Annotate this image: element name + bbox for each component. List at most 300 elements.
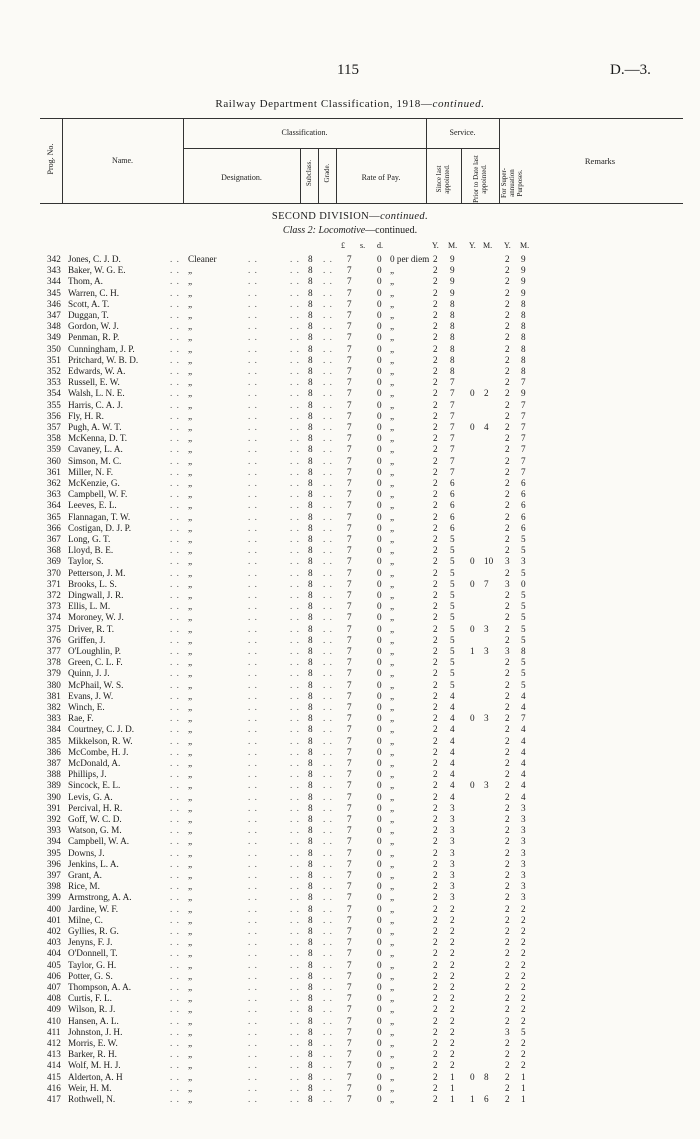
- super-months: 7: [521, 433, 526, 444]
- since-months: 6: [450, 478, 455, 488]
- rate-pence: 0: [377, 466, 382, 477]
- leader-dots: . .: [290, 1038, 300, 1048]
- row-number: 377: [47, 646, 61, 656]
- since-years: 2: [433, 724, 438, 735]
- since-years: 2: [433, 690, 438, 701]
- employee-name: Moroney, W. J.: [68, 612, 124, 623]
- row-number: 379: [47, 668, 61, 679]
- rate-shillings: 7: [347, 702, 352, 712]
- since-years: 2: [433, 444, 438, 455]
- leader-dots: . .: [248, 679, 258, 690]
- leader-dots: . .: [290, 522, 300, 533]
- super-months: 2: [521, 937, 526, 948]
- table-row: [0, 758, 700, 769]
- since-years: 2: [433, 276, 438, 287]
- leader-dots: . .: [170, 489, 180, 500]
- row-number: 392: [47, 814, 61, 824]
- rate-period: „: [390, 679, 395, 690]
- col-divider: [461, 148, 462, 203]
- subclass: 8: [308, 724, 313, 735]
- rate-period: „: [390, 802, 395, 813]
- leader-dots: . .: [290, 265, 300, 276]
- employee-name: Sincock, E. L.: [68, 780, 121, 791]
- row-number: 411: [47, 1026, 61, 1037]
- table-row: [0, 937, 700, 948]
- subclass: 8: [308, 993, 313, 1004]
- leader-dots: . .: [290, 1071, 300, 1082]
- table-row: [0, 892, 700, 903]
- rate-period: „: [390, 993, 395, 1004]
- unit-shilling: s.: [360, 241, 366, 250]
- rate-shillings: 7: [347, 1026, 352, 1037]
- since-months: 5: [450, 590, 455, 600]
- employee-name: Fly, H. R.: [68, 410, 104, 421]
- super-years: 2: [505, 265, 510, 276]
- subclass: 8: [308, 959, 313, 970]
- rate-shillings: 7: [347, 668, 352, 679]
- rate-pence: 0: [377, 298, 382, 309]
- since-months: 2: [450, 948, 455, 959]
- designation: „: [188, 366, 193, 376]
- leader-dots: . .: [323, 422, 333, 432]
- rate-pence: 0: [377, 1026, 382, 1037]
- super-years: 2: [505, 567, 510, 578]
- row-number: 381: [47, 690, 61, 701]
- since-years: 2: [433, 1082, 438, 1093]
- leader-dots: . .: [323, 634, 333, 645]
- designation: „: [188, 578, 193, 589]
- rate-shillings: 7: [347, 881, 352, 892]
- leader-dots: . .: [323, 702, 333, 712]
- super-years: 2: [505, 791, 510, 802]
- subclass: 8: [308, 287, 313, 298]
- table-row: [0, 657, 700, 668]
- super-years: 2: [505, 780, 510, 791]
- leader-dots: . .: [323, 489, 333, 500]
- super-months: 9: [521, 287, 526, 298]
- leader-dots: . .: [170, 926, 180, 936]
- designation: „: [188, 690, 193, 701]
- since-years: 2: [433, 500, 438, 511]
- since-months: 3: [450, 802, 455, 813]
- rate-pence: 0: [377, 1015, 382, 1026]
- super-years: 2: [505, 534, 510, 544]
- since-months: 3: [450, 870, 455, 880]
- since-years: 2: [433, 601, 438, 612]
- rate-period: „: [390, 343, 395, 354]
- super-months: 2: [521, 1049, 526, 1060]
- row-number: 356: [47, 410, 61, 421]
- since-years: 2: [433, 836, 438, 847]
- rate-pence: 0: [377, 377, 382, 388]
- since-months: 4: [450, 791, 455, 802]
- employee-name: Jones, C. J. D.: [68, 254, 121, 264]
- title-continued: continued.: [432, 98, 485, 110]
- table-row: [0, 848, 700, 859]
- subclass: 8: [308, 825, 313, 836]
- since-years: 2: [433, 646, 438, 656]
- subclass: 8: [308, 511, 313, 522]
- since-years: 2: [433, 578, 438, 589]
- leader-dots: . .: [290, 310, 300, 320]
- row-number: 359: [47, 444, 61, 455]
- rate-period: „: [390, 769, 395, 780]
- super-months: 4: [521, 724, 526, 735]
- designation: „: [188, 780, 193, 791]
- rate-pence: 0: [377, 534, 382, 544]
- since-months: 3: [450, 881, 455, 892]
- subclass: 8: [308, 422, 313, 432]
- super-years: 2: [505, 287, 510, 298]
- employee-name: Phillips, J.: [68, 769, 107, 780]
- leader-dots: . .: [290, 758, 300, 768]
- designation: „: [188, 265, 193, 276]
- employee-name: Lloyd, B. E.: [68, 545, 114, 556]
- since-months: 7: [450, 444, 455, 455]
- super-months: 5: [521, 545, 526, 556]
- leader-dots: . .: [323, 1038, 333, 1048]
- leader-dots: . .: [248, 578, 258, 589]
- subclass: 8: [308, 780, 313, 791]
- since-months: 9: [450, 254, 455, 264]
- header-name: Name.: [111, 156, 134, 165]
- rate-period: „: [390, 511, 395, 522]
- super-months: 3: [521, 814, 526, 824]
- designation: „: [188, 410, 193, 421]
- leader-dots: . .: [170, 847, 180, 858]
- leader-dots: . .: [170, 578, 180, 589]
- row-number: 362: [47, 478, 61, 488]
- employee-name: Courtney, C. J. D.: [68, 724, 135, 735]
- designation: „: [188, 847, 193, 858]
- super-months: 4: [521, 746, 526, 757]
- since-months: 7: [450, 377, 455, 388]
- subclass: 8: [308, 1049, 313, 1060]
- rate-pence: 0: [377, 321, 382, 332]
- super-years: 2: [505, 679, 510, 690]
- rate-shillings: 7: [347, 410, 352, 421]
- rate-period: „: [390, 948, 395, 959]
- rate-shillings: 7: [347, 657, 352, 668]
- designation: „: [188, 433, 193, 444]
- leader-dots: . .: [248, 982, 258, 992]
- since-years: 2: [433, 892, 438, 903]
- table-row: [0, 355, 700, 366]
- subclass: 8: [308, 276, 313, 287]
- super-months: 7: [521, 410, 526, 421]
- row-number: 385: [47, 735, 61, 746]
- table-row: [0, 1060, 700, 1071]
- row-number: 349: [47, 332, 61, 343]
- leader-dots: . .: [323, 791, 333, 802]
- leader-dots: . .: [170, 993, 180, 1004]
- rate-shillings: 7: [347, 959, 352, 970]
- table-row: [0, 1038, 700, 1049]
- table-row: [0, 780, 700, 791]
- rate-shillings: 7: [347, 601, 352, 612]
- rate-shillings: 7: [347, 433, 352, 444]
- super-months: 4: [521, 791, 526, 802]
- super-months: 5: [521, 668, 526, 679]
- employee-name: Campbell, W. A.: [68, 836, 129, 847]
- super-months: 7: [521, 455, 526, 466]
- super-years: 2: [505, 254, 510, 264]
- since-years: 2: [433, 612, 438, 623]
- leader-dots: . .: [248, 735, 258, 746]
- subclass: 8: [308, 578, 313, 589]
- leader-dots: . .: [170, 1049, 180, 1060]
- row-number: 347: [47, 310, 61, 320]
- employee-name: Green, C. L. F.: [68, 657, 123, 668]
- super-years: 2: [505, 758, 510, 768]
- leader-dots: . .: [248, 780, 258, 791]
- since-months: 2: [450, 982, 455, 992]
- since-years: 2: [433, 455, 438, 466]
- rate-pence: 0: [377, 825, 382, 836]
- since-months: 7: [450, 455, 455, 466]
- super-months: 4: [521, 758, 526, 768]
- since-years: 2: [433, 746, 438, 757]
- employee-name: Harris, C. A. J.: [68, 399, 123, 410]
- rate-shillings: 7: [347, 780, 352, 791]
- leader-dots: . .: [248, 478, 258, 488]
- rate-period: „: [390, 690, 395, 701]
- rate-pence: 0: [377, 276, 382, 287]
- leader-dots: . .: [290, 388, 300, 399]
- rate-shillings: 7: [347, 1038, 352, 1048]
- rate-period: „: [390, 276, 395, 287]
- row-number: 368: [47, 545, 61, 556]
- rate-pence: 0: [377, 634, 382, 645]
- leader-dots: . .: [323, 970, 333, 981]
- employee-name: Scott, A. T.: [68, 298, 110, 309]
- since-months: 4: [450, 724, 455, 735]
- super-years: 2: [505, 1004, 510, 1015]
- subclass: 8: [308, 1094, 313, 1104]
- leader-dots: . .: [323, 668, 333, 679]
- row-number: 393: [47, 825, 61, 836]
- rate-pence: 0: [377, 287, 382, 298]
- since-months: 7: [450, 399, 455, 410]
- leader-dots: . .: [323, 254, 333, 264]
- rate-period: „: [390, 1004, 395, 1015]
- rate-period: „: [390, 1015, 395, 1026]
- designation: „: [188, 1015, 193, 1026]
- rate-pence: 0: [377, 433, 382, 444]
- designation: „: [188, 825, 193, 836]
- designation: „: [188, 511, 193, 522]
- row-number: 371: [47, 578, 61, 589]
- prior-years: 0: [470, 556, 475, 567]
- since-months: 4: [450, 769, 455, 780]
- rate-shillings: 7: [347, 388, 352, 399]
- leader-dots: . .: [323, 724, 333, 735]
- leader-dots: . .: [248, 1015, 258, 1026]
- subclass: 8: [308, 489, 313, 500]
- since-years: 2: [433, 321, 438, 332]
- rate-shillings: 7: [347, 937, 352, 948]
- rate-shillings: 7: [347, 310, 352, 320]
- super-months: 3: [521, 825, 526, 836]
- leader-dots: . .: [170, 892, 180, 903]
- row-number: 364: [47, 500, 61, 511]
- since-years: 2: [433, 377, 438, 388]
- since-years: 2: [433, 534, 438, 544]
- rate-shillings: 7: [347, 444, 352, 455]
- table-row: [0, 467, 700, 478]
- employee-name: Cavaney, L. A.: [68, 444, 123, 455]
- since-months: 5: [450, 578, 455, 589]
- rate-pence: 0: [377, 545, 382, 556]
- row-number: 407: [47, 982, 61, 992]
- col-divider: [318, 148, 319, 203]
- leader-dots: . .: [323, 410, 333, 421]
- leader-dots: . .: [170, 500, 180, 511]
- leader-dots: . .: [248, 422, 258, 432]
- super-months: 5: [521, 657, 526, 668]
- subclass: 8: [308, 791, 313, 802]
- super-years: 2: [505, 937, 510, 948]
- table-row: [0, 344, 700, 355]
- super-years: 2: [505, 1071, 510, 1082]
- row-number: 373: [47, 601, 61, 612]
- super-months: 9: [521, 276, 526, 287]
- employee-name: Penman, R. P.: [68, 332, 120, 343]
- rate-shillings: 7: [347, 545, 352, 556]
- leader-dots: . .: [248, 287, 258, 298]
- row-number: 382: [47, 702, 61, 712]
- designation: „: [188, 343, 193, 354]
- subclass: 8: [308, 612, 313, 623]
- leader-dots: . .: [170, 881, 180, 892]
- rate-shillings: 7: [347, 646, 352, 656]
- leader-dots: . .: [248, 254, 258, 264]
- since-years: 2: [433, 410, 438, 421]
- table-row: [0, 366, 700, 377]
- table-row: [0, 668, 700, 679]
- row-number: 346: [47, 298, 61, 309]
- subclass: 8: [308, 399, 313, 410]
- leader-dots: . .: [170, 276, 180, 287]
- super-months: 5: [521, 679, 526, 690]
- since-years: 2: [433, 287, 438, 298]
- subclass: 8: [308, 332, 313, 343]
- leader-dots: . .: [248, 1038, 258, 1048]
- rate-pence: 0: [377, 455, 382, 466]
- since-months: 7: [450, 433, 455, 444]
- rate-shillings: 7: [347, 1004, 352, 1015]
- leader-dots: . .: [323, 1049, 333, 1060]
- super-years: 2: [505, 623, 510, 634]
- since-months: 2: [450, 970, 455, 981]
- table-row: [0, 926, 700, 937]
- since-months: 6: [450, 500, 455, 511]
- super-years: 2: [505, 690, 510, 701]
- super-months: 5: [521, 601, 526, 612]
- leader-dots: . .: [323, 612, 333, 623]
- leader-dots: . .: [323, 1015, 333, 1026]
- super-months: 6: [521, 489, 526, 500]
- leader-dots: . .: [290, 612, 300, 623]
- rate-pence: 0: [377, 881, 382, 892]
- leader-dots: . .: [170, 948, 180, 959]
- leader-dots: . .: [248, 937, 258, 948]
- since-months: 3: [450, 858, 455, 869]
- leader-dots: . .: [248, 534, 258, 544]
- leader-dots: . .: [248, 634, 258, 645]
- subclass: 8: [308, 690, 313, 701]
- leader-dots: . .: [323, 814, 333, 824]
- designation: „: [188, 478, 193, 488]
- super-months: 8: [521, 310, 526, 320]
- super-years: 2: [505, 1015, 510, 1026]
- designation: „: [188, 937, 193, 948]
- subclass: 8: [308, 343, 313, 354]
- since-years: 2: [433, 903, 438, 914]
- row-number: 376: [47, 634, 61, 645]
- rate-shillings: 7: [347, 836, 352, 847]
- rate-period: „: [390, 478, 395, 488]
- super-months: 3: [521, 881, 526, 892]
- leader-dots: . .: [323, 478, 333, 488]
- prior-months: 2: [484, 388, 489, 399]
- since-years: 2: [433, 926, 438, 936]
- rate-pence: 0: [377, 1060, 382, 1071]
- section-title: SECOND DIVISION—: [271, 211, 381, 222]
- leader-dots: . .: [290, 746, 300, 757]
- row-number: 394: [47, 836, 61, 847]
- since-months: 7: [450, 466, 455, 477]
- super-years: 2: [505, 444, 510, 455]
- leader-dots: . .: [290, 993, 300, 1004]
- super-months: 4: [521, 769, 526, 780]
- since-years: 2: [433, 343, 438, 354]
- super-years: 3: [505, 556, 510, 567]
- leader-dots: . .: [323, 836, 333, 847]
- rate-shillings: 7: [347, 332, 352, 343]
- employee-name: Hansen, A. L.: [68, 1015, 119, 1026]
- leader-dots: . .: [323, 500, 333, 511]
- leader-dots: . .: [170, 511, 180, 522]
- since-years: 2: [433, 298, 438, 309]
- rate-pence: 0: [377, 758, 382, 768]
- rate-period: „: [390, 903, 395, 914]
- since-years: 2: [433, 1060, 438, 1071]
- row-number: 391: [47, 802, 61, 813]
- leader-dots: . .: [248, 601, 258, 612]
- header-grade: Grade.: [323, 163, 331, 183]
- since-months: 9: [450, 287, 455, 298]
- employee-name: Curtis, F. L.: [68, 993, 112, 1004]
- rate-pence: 0: [377, 993, 382, 1004]
- row-number: 380: [47, 679, 61, 690]
- super-months: 2: [521, 993, 526, 1004]
- designation: „: [188, 612, 193, 623]
- rate-shillings: 7: [347, 478, 352, 488]
- table-row: [0, 736, 700, 747]
- super-years: 3: [505, 646, 510, 656]
- leader-dots: . .: [323, 298, 333, 309]
- super-years: 2: [505, 993, 510, 1004]
- table-row: [0, 579, 700, 590]
- rate-pence: 0: [377, 1038, 382, 1048]
- leader-dots: . .: [323, 332, 333, 343]
- header-remarks: Remarks: [584, 156, 616, 166]
- header-prior-to: Prior to Date last appointed.: [472, 155, 488, 203]
- section-continued: continued.: [380, 211, 429, 222]
- since-months: 5: [450, 545, 455, 556]
- rate-period: „: [390, 1026, 395, 1037]
